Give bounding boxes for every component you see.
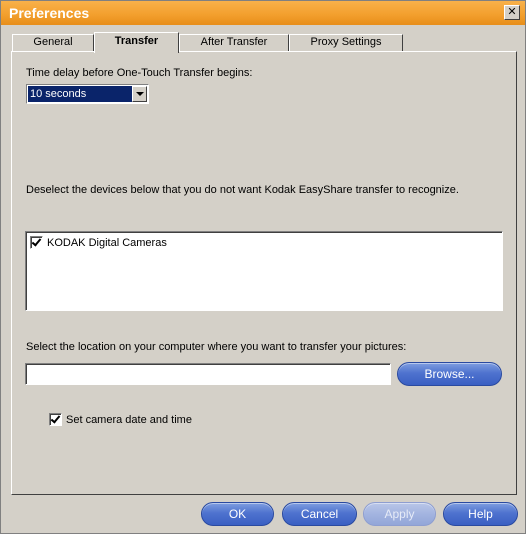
ok-button[interactable]: OK (201, 502, 274, 526)
panel-content (1, 1, 526, 534)
set-camera-time-row[interactable] (49, 413, 192, 426)
window-title: Preferences (9, 5, 90, 21)
cancel-button[interactable]: Cancel (282, 502, 357, 526)
delay-dropdown-value: 10 seconds (28, 86, 132, 102)
delay-label: Time delay before One-Touch Transfer begins: (26, 67, 253, 79)
apply-button: Apply (363, 502, 436, 526)
chevron-down-icon[interactable] (132, 86, 147, 102)
kodak-cameras-checkbox[interactable] (30, 236, 43, 249)
delay-dropdown[interactable] (26, 84, 149, 104)
close-icon[interactable]: ✕ (504, 5, 520, 20)
devices-label: Deselect the devices below that you do not want Kodak EasyShare transfer to recognize. (26, 184, 459, 196)
set-camera-time-checkbox[interactable] (49, 413, 62, 426)
browse-button[interactable]: Browse... (397, 362, 502, 386)
tab-transfer[interactable]: Transfer (94, 32, 179, 53)
location-label: Select the location on your computer where you want to transfer your pictures: (26, 341, 407, 353)
list-item[interactable] (30, 236, 167, 249)
devices-list[interactable] (25, 231, 503, 311)
tab-general[interactable]: General (12, 34, 94, 52)
location-input[interactable] (25, 363, 391, 385)
kodak-cameras-label: KODAK Digital Cameras (47, 236, 167, 249)
tab-proxy-settings[interactable]: Proxy Settings (289, 34, 403, 52)
help-button[interactable]: Help (443, 502, 518, 526)
set-camera-time-label: Set camera date and time (66, 413, 192, 426)
tab-after-transfer[interactable]: After Transfer (179, 34, 289, 52)
